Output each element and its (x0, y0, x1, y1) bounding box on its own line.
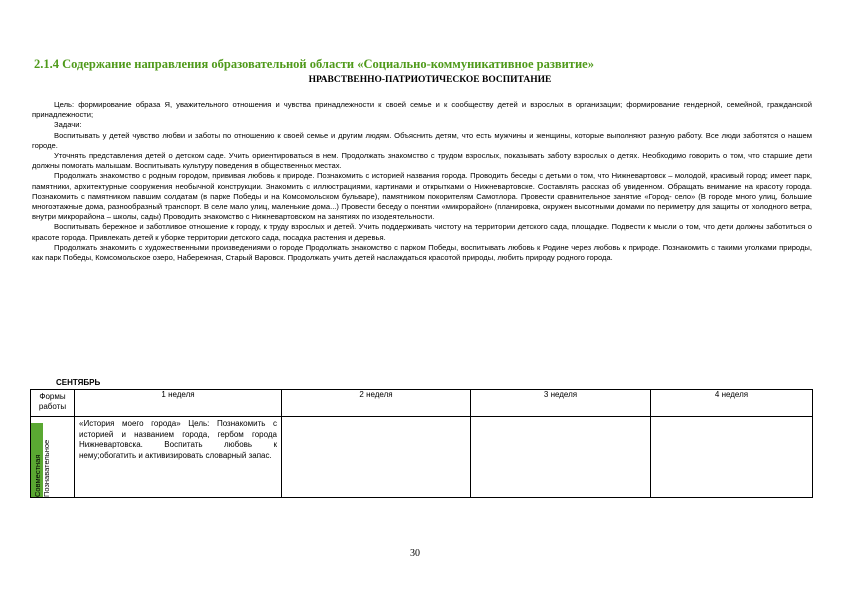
header-forms: Формы работы (31, 390, 75, 417)
tasks-label: Задачи: (54, 120, 82, 130)
lesson-title: «История моего города» (79, 419, 181, 428)
paragraph: Воспитывать бережное и заботливое отношение к городу, к труду взрослых и детей. Учить поддерживать чистоту на территории детского сада, площадке. Подвести к мысли о том, что дети должны заботиться о красоте города. Привлекать детей к уборке территории детского сада, посадка растения и деревья. (32, 222, 812, 242)
header-week-4: 4 неделя (651, 390, 813, 417)
paragraph: Воспитывать у детей чувство любви и заботы по отношению к своей семье и другим людям. Объяснить детям, что есть мужчины и женщины, которые выполняют разную работу. Все люди заботятся о нашем городе. (32, 130, 812, 150)
paragraph: Уточнять представления детей о детском саде. Учить ориентироваться в нем. Продолжать знакомство с трудом взрослых, показывать заботу взрослых о детях. Необходимо говорить о том, что старшие дети должны помогать малышам. Воспитывать культуру поведения в общественных местах. (32, 151, 812, 171)
row-label-line-2: Познавательное (42, 439, 51, 497)
table-header-row (31, 390, 813, 417)
page-number: 30 (410, 548, 420, 559)
lesson-text: Цель: Познакомить с историей и названием города, гербом города Нижневартовска. Воспитать любовь к нему;обогатить и активизировать словарный запас. (79, 419, 277, 460)
row-label-cell (31, 417, 75, 498)
week-4-cell (651, 417, 813, 498)
body-text (32, 100, 812, 263)
paragraph: Продолжать знакомство с родным городом, прививая любовь к природе. Познакомить с историей названия города. Проводить беседы с детьми о том, что Нижневартовск – молодой, красивый город; имеет парк, памятники, архитектурные сооружения необычной конструкции. Знакомить с иллюстрациями, картинами и открытками о Нижневартовске. Составлять рассказ об увиденном. Обращать внимание на красоту города. Познакомить с памятником павшим солдатам (в парке Победы и на Комсомольском бульваре), памятником покорителям Самотлора. Провести сравнительное занятие «Город- село» (В городе много улиц, большие многоэтажные дома, разнообразный транспорт. В селе мало улиц, маленькие дома...) Провести беседу о понятии «микрорайон» (планировка, окружен высотными домами по периметру для защиты от холодного ветра, внутри микрорайона – школы, сады) Проводить знакомство с Нижневартовском на занятиях по изодеятельности. (32, 171, 812, 222)
header-week-3: 3 неделя (471, 390, 651, 417)
header-week-2: 2 неделя (282, 390, 471, 417)
table-row (31, 417, 813, 498)
month-label: СЕНТЯБРЬ (56, 378, 101, 387)
row-label (33, 421, 51, 497)
week-3-cell (471, 417, 651, 498)
section-heading: 2.1.4 Содержание направления образовательной области «Социально-коммуникативное развитие» (34, 57, 594, 71)
row-label-line-1: Совместная (33, 454, 42, 497)
paragraph: Продолжать знакомить с художественными произведениями о городе Продолжать знакомство с парком Победы, воспитывать любовь к Родине через любовь к природе. Познакомить с такими уголками природы, как парк Победы, Комсомольское озеро, Набережная, Старый Варовск. Продолжать учить детей наслаждаться красотой природы, любить природу родного города. (32, 242, 812, 263)
header-week-1: 1 неделя (75, 390, 282, 417)
plan-table (30, 389, 813, 498)
week-1-cell (75, 417, 282, 498)
section-subheading: НРАВСТВЕННО-ПАТРИОТИЧЕСКОЕ ВОСПИТАНИЕ (308, 75, 552, 85)
week-2-cell (282, 417, 471, 498)
goal-paragraph: Цель: формирование образа Я, уважительного отношения и чувства принадлежности к своей семье и к сообществу детей и взрослых в организации; формирование гендерной, семейной, гражданской принадлежности; (32, 100, 812, 120)
